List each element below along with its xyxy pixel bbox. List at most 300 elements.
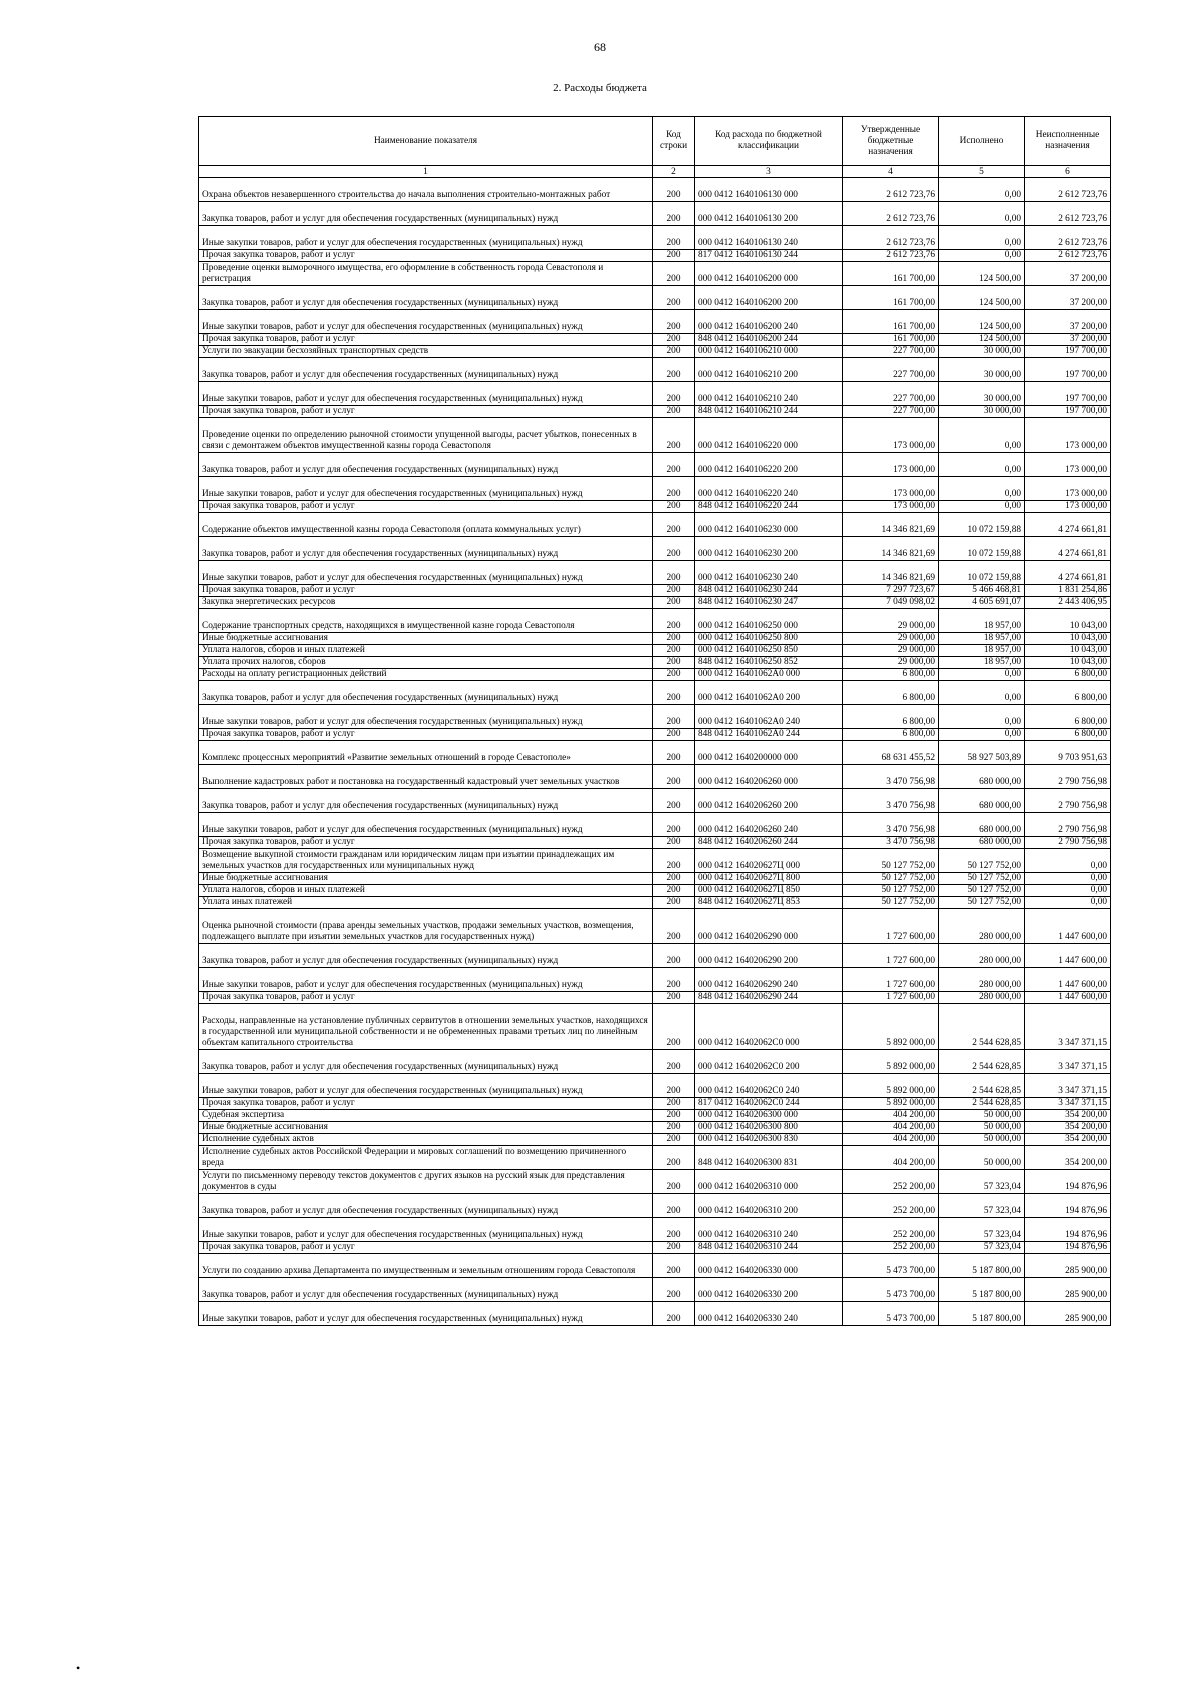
cell-approved: 5 473 700,00 bbox=[843, 1302, 939, 1326]
cell-unexecuted: 6 800,00 bbox=[1025, 729, 1111, 741]
cell-budget-code: 848 0412 1640106220 244 bbox=[695, 501, 843, 513]
cell-name: Прочая закупка товаров, работ и услуг bbox=[199, 729, 653, 741]
cell-budget-code: 848 0412 1640206260 244 bbox=[695, 837, 843, 849]
cell-budget-code: 000 0412 1640106130 200 bbox=[695, 202, 843, 226]
table-row bbox=[199, 178, 1111, 202]
cell-executed: 50 127 752,00 bbox=[939, 885, 1025, 897]
table-row bbox=[199, 250, 1111, 262]
cell-budget-code: 000 0412 164020627Ц 850 bbox=[695, 885, 843, 897]
cell-name: Исполнение судебных актов bbox=[199, 1134, 653, 1146]
header-number: 2 bbox=[653, 166, 695, 178]
cell-line-code: 200 bbox=[653, 286, 695, 310]
cell-budget-code: 000 0412 1640206290 000 bbox=[695, 909, 843, 944]
cell-name: Уплата налогов, сборов и иных платежей bbox=[199, 645, 653, 657]
cell-executed: 680 000,00 bbox=[939, 813, 1025, 837]
table-row bbox=[199, 633, 1111, 645]
header-number: 5 bbox=[939, 166, 1025, 178]
cell-line-code: 200 bbox=[653, 418, 695, 453]
cell-name: Иные бюджетные ассигнования bbox=[199, 633, 653, 645]
cell-unexecuted: 197 700,00 bbox=[1025, 382, 1111, 406]
cell-line-code: 200 bbox=[653, 992, 695, 1004]
cell-executed: 280 000,00 bbox=[939, 944, 1025, 968]
cell-name: Содержание объектов имущественной казны города Севастополя (оплата коммунальных услуг) bbox=[199, 513, 653, 537]
cell-executed: 30 000,00 bbox=[939, 406, 1025, 418]
cell-executed: 280 000,00 bbox=[939, 909, 1025, 944]
cell-line-code: 200 bbox=[653, 944, 695, 968]
cell-unexecuted: 197 700,00 bbox=[1025, 358, 1111, 382]
table-row bbox=[199, 1004, 1111, 1050]
cell-line-code: 200 bbox=[653, 1254, 695, 1278]
cell-executed: 680 000,00 bbox=[939, 789, 1025, 813]
cell-executed: 57 323,04 bbox=[939, 1218, 1025, 1242]
cell-unexecuted: 10 043,00 bbox=[1025, 633, 1111, 645]
cell-budget-code: 848 0412 164020627Ц 853 bbox=[695, 897, 843, 909]
cell-line-code: 200 bbox=[653, 909, 695, 944]
cell-name: Прочая закупка товаров, работ и услуг bbox=[199, 992, 653, 1004]
table-row bbox=[199, 1134, 1111, 1146]
cell-approved: 227 700,00 bbox=[843, 406, 939, 418]
cell-unexecuted: 0,00 bbox=[1025, 897, 1111, 909]
table-row bbox=[199, 561, 1111, 585]
cell-budget-code: 000 0412 1640106200 000 bbox=[695, 262, 843, 286]
table-row bbox=[199, 1302, 1111, 1326]
cell-executed: 50 000,00 bbox=[939, 1146, 1025, 1170]
table-row bbox=[199, 1278, 1111, 1302]
cell-executed: 2 544 628,85 bbox=[939, 1098, 1025, 1110]
cell-executed: 0,00 bbox=[939, 477, 1025, 501]
cell-executed: 5 187 800,00 bbox=[939, 1254, 1025, 1278]
cell-name: Услуги по эвакуации бесхозяйных транспортных средств bbox=[199, 346, 653, 358]
cell-executed: 58 927 503,89 bbox=[939, 741, 1025, 765]
cell-budget-code: 000 0412 1640106230 240 bbox=[695, 561, 843, 585]
table-row bbox=[199, 885, 1111, 897]
cell-unexecuted: 194 876,96 bbox=[1025, 1170, 1111, 1194]
section-title: 2. Расходы бюджета bbox=[553, 82, 647, 94]
cell-executed: 2 544 628,85 bbox=[939, 1050, 1025, 1074]
cell-unexecuted: 173 000,00 bbox=[1025, 501, 1111, 513]
cell-approved: 6 800,00 bbox=[843, 669, 939, 681]
cell-name: Оценка рыночной стоимости (права аренды земельных участков, продажи земельных участков, возмещения, подлежащего выплате при изъятии земельных участков для государственных нужд) bbox=[199, 909, 653, 944]
cell-line-code: 200 bbox=[653, 873, 695, 885]
header-approved: Утвержденные бюджетные назначения bbox=[843, 117, 939, 166]
cell-unexecuted: 3 347 371,15 bbox=[1025, 1050, 1111, 1074]
cell-unexecuted: 3 347 371,15 bbox=[1025, 1098, 1111, 1110]
cell-name: Выполнение кадастровых работ и постановка на государственный кадастровый учет земельных участков bbox=[199, 765, 653, 789]
cell-budget-code: 000 0412 1640106250 850 bbox=[695, 645, 843, 657]
cell-unexecuted: 285 900,00 bbox=[1025, 1302, 1111, 1326]
cell-line-code: 200 bbox=[653, 1074, 695, 1098]
cell-line-code: 200 bbox=[653, 789, 695, 813]
cell-unexecuted: 354 200,00 bbox=[1025, 1134, 1111, 1146]
cell-unexecuted: 2 612 723,76 bbox=[1025, 250, 1111, 262]
cell-budget-code: 000 0412 1640206290 200 bbox=[695, 944, 843, 968]
cell-line-code: 200 bbox=[653, 537, 695, 561]
cell-executed: 0,00 bbox=[939, 681, 1025, 705]
cell-executed: 50 127 752,00 bbox=[939, 897, 1025, 909]
cell-line-code: 200 bbox=[653, 1302, 695, 1326]
cell-approved: 3 470 756,98 bbox=[843, 789, 939, 813]
cell-line-code: 200 bbox=[653, 897, 695, 909]
cell-unexecuted: 6 800,00 bbox=[1025, 705, 1111, 729]
cell-executed: 50 000,00 bbox=[939, 1134, 1025, 1146]
cell-name: Иные закупки товаров, работ и услуг для обеспечения государственных (муниципальных) нужд bbox=[199, 1218, 653, 1242]
expenses-table bbox=[198, 116, 1111, 1326]
cell-budget-code: 000 0412 1640206290 240 bbox=[695, 968, 843, 992]
cell-budget-code: 848 0412 1640106250 852 bbox=[695, 657, 843, 669]
cell-unexecuted: 2 612 723,76 bbox=[1025, 178, 1111, 202]
cell-budget-code: 817 0412 16402062С0 244 bbox=[695, 1098, 843, 1110]
cell-executed: 10 072 159,88 bbox=[939, 513, 1025, 537]
cell-executed: 0,00 bbox=[939, 178, 1025, 202]
cell-line-code: 200 bbox=[653, 729, 695, 741]
cell-approved: 6 800,00 bbox=[843, 681, 939, 705]
cell-executed: 0,00 bbox=[939, 226, 1025, 250]
cell-unexecuted: 37 200,00 bbox=[1025, 286, 1111, 310]
cell-name: Охрана объектов незавершенного строительства до начала выполнения строительно-монтажных работ bbox=[199, 178, 653, 202]
cell-name: Закупка энергетических ресурсов bbox=[199, 597, 653, 609]
cell-line-code: 200 bbox=[653, 1170, 695, 1194]
cell-name: Содержание транспортных средств, находящихся в имущественной казне города Севастополя bbox=[199, 609, 653, 633]
cell-unexecuted: 1 447 600,00 bbox=[1025, 944, 1111, 968]
table-row bbox=[199, 669, 1111, 681]
cell-name: Возмещение выкупной стоимости гражданам или юридическим лицам при изъятии принадлежащих им земельных участков для государственных или муниципальных нужд bbox=[199, 849, 653, 873]
table-row bbox=[199, 418, 1111, 453]
cell-line-code: 200 bbox=[653, 645, 695, 657]
table-row bbox=[199, 657, 1111, 669]
cell-line-code: 200 bbox=[653, 741, 695, 765]
cell-executed: 18 957,00 bbox=[939, 657, 1025, 669]
cell-unexecuted: 2 612 723,76 bbox=[1025, 226, 1111, 250]
cell-budget-code: 000 0412 1640206310 240 bbox=[695, 1218, 843, 1242]
cell-budget-code: 000 0412 16401062А0 200 bbox=[695, 681, 843, 705]
table-row bbox=[199, 334, 1111, 346]
cell-unexecuted: 10 043,00 bbox=[1025, 645, 1111, 657]
cell-approved: 5 892 000,00 bbox=[843, 1074, 939, 1098]
cell-executed: 280 000,00 bbox=[939, 968, 1025, 992]
cell-approved: 227 700,00 bbox=[843, 358, 939, 382]
cell-name: Закупка товаров, работ и услуг для обеспечения государственных (муниципальных) нужд bbox=[199, 453, 653, 477]
cell-approved: 173 000,00 bbox=[843, 501, 939, 513]
header-line-code: Код строки bbox=[653, 117, 695, 166]
cell-executed: 0,00 bbox=[939, 202, 1025, 226]
cell-unexecuted: 0,00 bbox=[1025, 885, 1111, 897]
cell-approved: 173 000,00 bbox=[843, 477, 939, 501]
cell-approved: 173 000,00 bbox=[843, 453, 939, 477]
cell-budget-code: 000 0412 1640106220 240 bbox=[695, 477, 843, 501]
cell-budget-code: 000 0412 1640106200 200 bbox=[695, 286, 843, 310]
cell-approved: 404 200,00 bbox=[843, 1122, 939, 1134]
cell-line-code: 200 bbox=[653, 202, 695, 226]
cell-executed: 57 323,04 bbox=[939, 1242, 1025, 1254]
cell-name: Иные закупки товаров, работ и услуг для обеспечения государственных (муниципальных) нужд bbox=[199, 561, 653, 585]
cell-approved: 5 473 700,00 bbox=[843, 1278, 939, 1302]
cell-line-code: 200 bbox=[653, 633, 695, 645]
cell-approved: 227 700,00 bbox=[843, 346, 939, 358]
cell-line-code: 200 bbox=[653, 1242, 695, 1254]
cell-name: Расходы на оплату регистрационных действий bbox=[199, 669, 653, 681]
cell-budget-code: 000 0412 1640206310 000 bbox=[695, 1170, 843, 1194]
cell-name: Прочая закупка товаров, работ и услуг bbox=[199, 585, 653, 597]
table-row bbox=[199, 226, 1111, 250]
table-row bbox=[199, 741, 1111, 765]
cell-approved: 2 612 723,76 bbox=[843, 226, 939, 250]
cell-budget-code: 000 0412 164020627Ц 800 bbox=[695, 873, 843, 885]
cell-approved: 5 892 000,00 bbox=[843, 1050, 939, 1074]
cell-approved: 5 892 000,00 bbox=[843, 1004, 939, 1050]
header-number: 6 bbox=[1025, 166, 1111, 178]
table-row bbox=[199, 1050, 1111, 1074]
cell-approved: 1 727 600,00 bbox=[843, 992, 939, 1004]
cell-budget-code: 000 0412 1640106230 000 bbox=[695, 513, 843, 537]
cell-name: Комплекс процессных мероприятий «Развитие земельных отношений в городе Севастополе» bbox=[199, 741, 653, 765]
table-row bbox=[199, 1074, 1111, 1098]
cell-approved: 6 800,00 bbox=[843, 729, 939, 741]
cell-unexecuted: 1 447 600,00 bbox=[1025, 909, 1111, 944]
cell-approved: 1 727 600,00 bbox=[843, 909, 939, 944]
cell-name: Иные закупки товаров, работ и услуг для обеспечения государственных (муниципальных) нужд bbox=[199, 310, 653, 334]
stray-mark: • bbox=[76, 1661, 81, 1675]
cell-line-code: 200 bbox=[653, 346, 695, 358]
cell-budget-code: 000 0412 1640106230 200 bbox=[695, 537, 843, 561]
cell-executed: 0,00 bbox=[939, 729, 1025, 741]
table-row bbox=[199, 992, 1111, 1004]
cell-name: Прочая закупка товаров, работ и услуг bbox=[199, 334, 653, 346]
cell-unexecuted: 6 800,00 bbox=[1025, 681, 1111, 705]
header-executed: Исполнено bbox=[939, 117, 1025, 166]
cell-line-code: 200 bbox=[653, 968, 695, 992]
cell-line-code: 200 bbox=[653, 585, 695, 597]
cell-budget-code: 000 0412 1640106130 000 bbox=[695, 178, 843, 202]
cell-name: Иные закупки товаров, работ и услуг для обеспечения государственных (муниципальных) нужд bbox=[199, 382, 653, 406]
cell-name: Прочая закупка товаров, работ и услуг bbox=[199, 1098, 653, 1110]
cell-approved: 68 631 455,52 bbox=[843, 741, 939, 765]
cell-budget-code: 000 0412 16401062А0 000 bbox=[695, 669, 843, 681]
cell-line-code: 200 bbox=[653, 178, 695, 202]
table-body bbox=[199, 178, 1111, 1326]
cell-unexecuted: 10 043,00 bbox=[1025, 609, 1111, 633]
table-row bbox=[199, 729, 1111, 741]
cell-approved: 50 127 752,00 bbox=[843, 849, 939, 873]
cell-unexecuted: 194 876,96 bbox=[1025, 1242, 1111, 1254]
cell-budget-code: 000 0412 1640106210 000 bbox=[695, 346, 843, 358]
cell-budget-code: 000 0412 1640206330 200 bbox=[695, 1278, 843, 1302]
table-row bbox=[199, 358, 1111, 382]
table-row bbox=[199, 1146, 1111, 1170]
cell-executed: 124 500,00 bbox=[939, 334, 1025, 346]
cell-executed: 0,00 bbox=[939, 250, 1025, 262]
table-row bbox=[199, 705, 1111, 729]
cell-executed: 18 957,00 bbox=[939, 609, 1025, 633]
cell-line-code: 200 bbox=[653, 849, 695, 873]
cell-budget-code: 848 0412 1640106210 244 bbox=[695, 406, 843, 418]
cell-budget-code: 848 0412 1640206310 244 bbox=[695, 1242, 843, 1254]
cell-name: Прочая закупка товаров, работ и услуг bbox=[199, 250, 653, 262]
cell-approved: 404 200,00 bbox=[843, 1110, 939, 1122]
cell-executed: 10 072 159,88 bbox=[939, 561, 1025, 585]
table-row bbox=[199, 597, 1111, 609]
cell-executed: 50 127 752,00 bbox=[939, 849, 1025, 873]
cell-executed: 280 000,00 bbox=[939, 992, 1025, 1004]
cell-executed: 680 000,00 bbox=[939, 837, 1025, 849]
cell-unexecuted: 2 790 756,98 bbox=[1025, 837, 1111, 849]
cell-budget-code: 000 0412 1640206330 240 bbox=[695, 1302, 843, 1326]
table-row bbox=[199, 262, 1111, 286]
cell-line-code: 200 bbox=[653, 477, 695, 501]
cell-budget-code: 000 0412 16402062С0 240 bbox=[695, 1074, 843, 1098]
cell-budget-code: 000 0412 1640106200 240 bbox=[695, 310, 843, 334]
cell-name: Прочая закупка товаров, работ и услуг bbox=[199, 1242, 653, 1254]
header-unexecuted: Неисполненные назначения bbox=[1025, 117, 1111, 166]
cell-budget-code: 000 0412 1640106220 200 bbox=[695, 453, 843, 477]
header-budget-code: Код расхода по бюджетной классификации bbox=[695, 117, 843, 166]
cell-budget-code: 000 0412 1640106220 000 bbox=[695, 418, 843, 453]
cell-budget-code: 000 0412 1640106250 800 bbox=[695, 633, 843, 645]
cell-approved: 14 346 821,69 bbox=[843, 513, 939, 537]
cell-unexecuted: 9 703 951,63 bbox=[1025, 741, 1111, 765]
cell-approved: 1 727 600,00 bbox=[843, 968, 939, 992]
cell-budget-code: 000 0412 1640206260 200 bbox=[695, 789, 843, 813]
cell-unexecuted: 1 447 600,00 bbox=[1025, 968, 1111, 992]
cell-unexecuted: 0,00 bbox=[1025, 873, 1111, 885]
table-row bbox=[199, 477, 1111, 501]
cell-approved: 404 200,00 bbox=[843, 1134, 939, 1146]
cell-unexecuted: 6 800,00 bbox=[1025, 669, 1111, 681]
cell-line-code: 200 bbox=[653, 1098, 695, 1110]
cell-budget-code: 000 0412 16402062С0 200 bbox=[695, 1050, 843, 1074]
cell-name: Закупка товаров, работ и услуг для обеспечения государственных (муниципальных) нужд bbox=[199, 1194, 653, 1218]
table-row bbox=[199, 1194, 1111, 1218]
cell-executed: 50 000,00 bbox=[939, 1122, 1025, 1134]
cell-name: Иные бюджетные ассигнования bbox=[199, 873, 653, 885]
cell-name: Иные закупки товаров, работ и услуг для обеспечения государственных (муниципальных) нужд bbox=[199, 226, 653, 250]
header-number: 3 bbox=[695, 166, 843, 178]
table-row bbox=[199, 1098, 1111, 1110]
cell-line-code: 200 bbox=[653, 657, 695, 669]
cell-budget-code: 000 0412 1640206310 200 bbox=[695, 1194, 843, 1218]
cell-approved: 14 346 821,69 bbox=[843, 561, 939, 585]
table-row bbox=[199, 310, 1111, 334]
cell-budget-code: 817 0412 1640106130 244 bbox=[695, 250, 843, 262]
cell-executed: 5 466 468,81 bbox=[939, 585, 1025, 597]
cell-unexecuted: 197 700,00 bbox=[1025, 346, 1111, 358]
cell-unexecuted: 3 347 371,15 bbox=[1025, 1074, 1111, 1098]
cell-name: Закупка товаров, работ и услуг для обеспечения государственных (муниципальных) нужд bbox=[199, 358, 653, 382]
cell-name: Уплата иных платежей bbox=[199, 897, 653, 909]
cell-line-code: 200 bbox=[653, 501, 695, 513]
table-row bbox=[199, 1218, 1111, 1242]
cell-line-code: 200 bbox=[653, 1122, 695, 1134]
cell-approved: 50 127 752,00 bbox=[843, 873, 939, 885]
header-number-row bbox=[199, 166, 1111, 178]
cell-unexecuted: 354 200,00 bbox=[1025, 1122, 1111, 1134]
cell-budget-code: 000 0412 1640206260 000 bbox=[695, 765, 843, 789]
cell-budget-code: 000 0412 1640200000 000 bbox=[695, 741, 843, 765]
cell-line-code: 200 bbox=[653, 406, 695, 418]
cell-executed: 30 000,00 bbox=[939, 346, 1025, 358]
table-row bbox=[199, 346, 1111, 358]
cell-name: Прочая закупка товаров, работ и услуг bbox=[199, 837, 653, 849]
cell-line-code: 200 bbox=[653, 765, 695, 789]
cell-approved: 29 000,00 bbox=[843, 657, 939, 669]
cell-name: Исполнение судебных актов Российской Федерации и мировых соглашений по возмещению причиненного вреда bbox=[199, 1146, 653, 1170]
cell-approved: 50 127 752,00 bbox=[843, 897, 939, 909]
cell-approved: 7 297 723,67 bbox=[843, 585, 939, 597]
cell-unexecuted: 1 831 254,86 bbox=[1025, 585, 1111, 597]
cell-line-code: 200 bbox=[653, 669, 695, 681]
cell-name: Прочая закупка товаров, работ и услуг bbox=[199, 406, 653, 418]
cell-approved: 7 049 098,02 bbox=[843, 597, 939, 609]
cell-approved: 5 892 000,00 bbox=[843, 1098, 939, 1110]
cell-approved: 252 200,00 bbox=[843, 1194, 939, 1218]
cell-line-code: 200 bbox=[653, 358, 695, 382]
cell-approved: 29 000,00 bbox=[843, 633, 939, 645]
cell-budget-code: 000 0412 1640106250 000 bbox=[695, 609, 843, 633]
cell-unexecuted: 354 200,00 bbox=[1025, 1146, 1111, 1170]
cell-executed: 0,00 bbox=[939, 501, 1025, 513]
cell-budget-code: 848 0412 1640106230 244 bbox=[695, 585, 843, 597]
table-row bbox=[199, 1242, 1111, 1254]
table-row bbox=[199, 944, 1111, 968]
cell-line-code: 200 bbox=[653, 561, 695, 585]
cell-unexecuted: 1 447 600,00 bbox=[1025, 992, 1111, 1004]
cell-line-code: 200 bbox=[653, 226, 695, 250]
table-row bbox=[199, 765, 1111, 789]
cell-budget-code: 000 0412 1640206330 000 bbox=[695, 1254, 843, 1278]
cell-line-code: 200 bbox=[653, 513, 695, 537]
cell-approved: 161 700,00 bbox=[843, 286, 939, 310]
cell-name: Закупка товаров, работ и услуг для обеспечения государственных (муниципальных) нужд bbox=[199, 1278, 653, 1302]
cell-approved: 173 000,00 bbox=[843, 418, 939, 453]
cell-approved: 5 473 700,00 bbox=[843, 1254, 939, 1278]
cell-line-code: 200 bbox=[653, 1050, 695, 1074]
cell-unexecuted: 2 612 723,76 bbox=[1025, 202, 1111, 226]
cell-approved: 2 612 723,76 bbox=[843, 202, 939, 226]
cell-unexecuted: 37 200,00 bbox=[1025, 310, 1111, 334]
cell-name: Прочая закупка товаров, работ и услуг bbox=[199, 501, 653, 513]
table-row bbox=[199, 813, 1111, 837]
cell-unexecuted: 197 700,00 bbox=[1025, 406, 1111, 418]
cell-executed: 0,00 bbox=[939, 418, 1025, 453]
cell-approved: 2 612 723,76 bbox=[843, 250, 939, 262]
table-row bbox=[199, 849, 1111, 873]
cell-line-code: 200 bbox=[653, 310, 695, 334]
table-row bbox=[199, 1170, 1111, 1194]
cell-budget-code: 000 0412 16401062А0 240 bbox=[695, 705, 843, 729]
cell-name: Закупка товаров, работ и услуг для обеспечения государственных (муниципальных) нужд bbox=[199, 681, 653, 705]
cell-budget-code: 000 0412 164020627Ц 000 bbox=[695, 849, 843, 873]
cell-budget-code: 000 0412 1640106210 240 bbox=[695, 382, 843, 406]
table-row bbox=[199, 537, 1111, 561]
cell-line-code: 200 bbox=[653, 1134, 695, 1146]
cell-unexecuted: 3 347 371,15 bbox=[1025, 1004, 1111, 1050]
cell-budget-code: 848 0412 1640206300 831 bbox=[695, 1146, 843, 1170]
table-row bbox=[199, 909, 1111, 944]
cell-unexecuted: 173 000,00 bbox=[1025, 418, 1111, 453]
page-number: 68 bbox=[594, 40, 606, 54]
cell-executed: 57 323,04 bbox=[939, 1170, 1025, 1194]
cell-line-code: 200 bbox=[653, 681, 695, 705]
cell-budget-code: 000 0412 1640206300 000 bbox=[695, 1110, 843, 1122]
cell-unexecuted: 37 200,00 bbox=[1025, 262, 1111, 286]
cell-line-code: 200 bbox=[653, 813, 695, 837]
cell-budget-code: 000 0412 1640206300 830 bbox=[695, 1134, 843, 1146]
cell-name: Закупка товаров, работ и услуг для обеспечения государственных (муниципальных) нужд bbox=[199, 286, 653, 310]
cell-budget-code: 000 0412 1640206260 240 bbox=[695, 813, 843, 837]
cell-name: Иные закупки товаров, работ и услуг для обеспечения государственных (муниципальных) нужд bbox=[199, 813, 653, 837]
cell-unexecuted: 354 200,00 bbox=[1025, 1110, 1111, 1122]
cell-line-code: 200 bbox=[653, 382, 695, 406]
cell-line-code: 200 bbox=[653, 250, 695, 262]
